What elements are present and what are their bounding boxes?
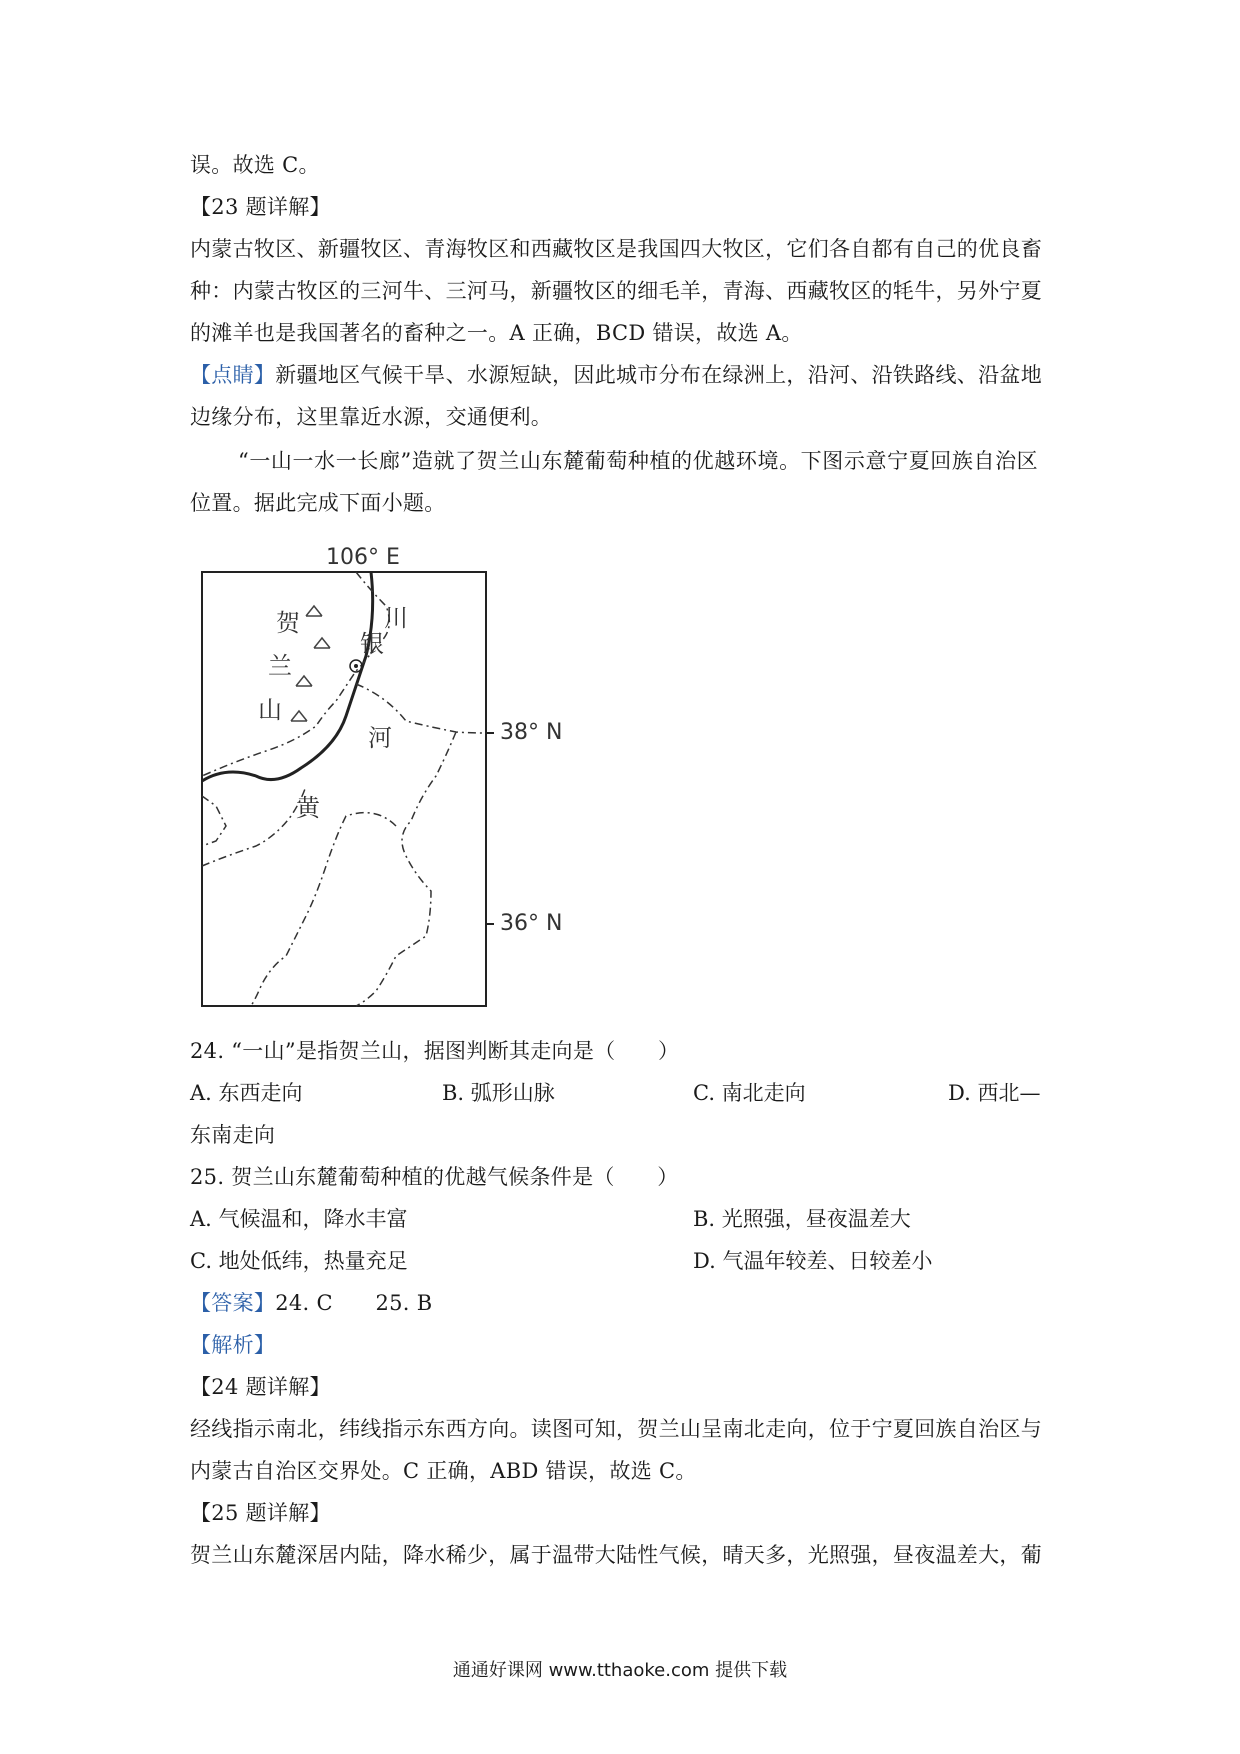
intro-line: 位置。据此完成下面小题。 <box>190 491 446 515</box>
answer-line <box>190 1288 1060 1318</box>
text-line: 贺兰山东麓深居内陆，降水稀少，属于温带大陆性气候，晴天多，光照强，昼夜温差大，葡 <box>190 1543 1042 1567</box>
text-line: 边缘分布，这里靠近水源，交通便利。 <box>190 405 553 429</box>
ningxia-map <box>196 536 496 1016</box>
yinchuan-dot <box>354 664 358 668</box>
map-frame <box>202 572 486 1006</box>
page-footer: 通通好课网 www.tthaoke.com 提供下载 <box>452 1660 788 1681</box>
q25-option-d: D. 气温年较差、日较差小 <box>693 1249 933 1273</box>
answer-text: 24. C 25. B <box>275 1291 433 1315</box>
answer-tag: 【答案】 <box>190 1291 276 1315</box>
question-24-stem: 24. “一山”是指贺兰山，据图判断其走向是（ ） <box>190 1039 680 1063</box>
q25-option-a: A. 气候温和，降水丰富 <box>190 1207 408 1231</box>
intro-line: “一山一水一长廊”造就了贺兰山东麓葡萄种植的优越环境。下图示意宁夏回族自治区 <box>238 449 1039 473</box>
river-char-1: 河 <box>368 724 392 752</box>
text-line: 内蒙古牧区、新疆牧区、青海牧区和西藏牧区是我国四大牧区，它们各自都有自己的优良畜 <box>190 237 1042 261</box>
section-title-25: 【25 题详解】 <box>190 1501 331 1525</box>
text-line: 种：内蒙古牧区的三河牛、三河马，新疆牧区的细毛羊，青海、西藏牧区的牦牛，另外宁夏 <box>190 279 1042 303</box>
section-title-23: 【23 题详解】 <box>190 195 331 219</box>
text-line: 内蒙古自治区交界处。C 正确，ABD 错误，故选 C。 <box>190 1459 697 1483</box>
question-25-stem: 25. 贺兰山东麓葡萄种植的优越气候条件是（ ） <box>190 1165 679 1189</box>
q25-option-b: B. 光照强，昼夜温差大 <box>693 1207 911 1231</box>
q24-option-d-continued: 东南走向 <box>190 1123 276 1147</box>
latitude-label-36: 36° N <box>500 911 563 936</box>
text-line: 误。故选 C。 <box>190 153 320 177</box>
q25-option-c: C. 地处低纬，热量充足 <box>190 1249 408 1273</box>
mountain-char-1: 贺 <box>276 609 300 637</box>
tip-tag: 【点睛】 <box>190 363 276 387</box>
q24-option-d: D. 西北— <box>948 1081 1041 1105</box>
text-line: 的滩羊也是我国著名的畜种之一。A 正确，BCD 错误，故选 A。 <box>190 321 803 345</box>
mountain-char-3: 山 <box>258 696 282 724</box>
latitude-label-38: 38° N <box>500 720 563 745</box>
city-char-1: 银 <box>360 630 384 658</box>
tip-line <box>190 360 1060 390</box>
section-title-24: 【24 题详解】 <box>190 1375 331 1399</box>
tip-text: 新疆地区气候干旱、水源短缺，因此城市分布在绿洲上，沿河、沿铁路线、沿盆地 <box>275 363 1042 387</box>
text-line: 经线指示南北，纬线指示东西方向。读图可知，贺兰山呈南北走向，位于宁夏回族自治区与 <box>190 1417 1042 1441</box>
q24-option-a: A. 东西走向 <box>190 1081 303 1105</box>
longitude-label: 106° E <box>326 545 400 570</box>
q24-option-c: C. 南北走向 <box>693 1081 806 1105</box>
q24-option-b: B. 弧形山脉 <box>442 1081 555 1105</box>
city-char-2: 川 <box>384 604 408 632</box>
river-char-2: 黄 <box>296 794 320 822</box>
mountain-char-2: 兰 <box>268 652 292 680</box>
analysis-tag: 【解析】 <box>190 1333 276 1357</box>
province-border <box>202 572 486 1006</box>
